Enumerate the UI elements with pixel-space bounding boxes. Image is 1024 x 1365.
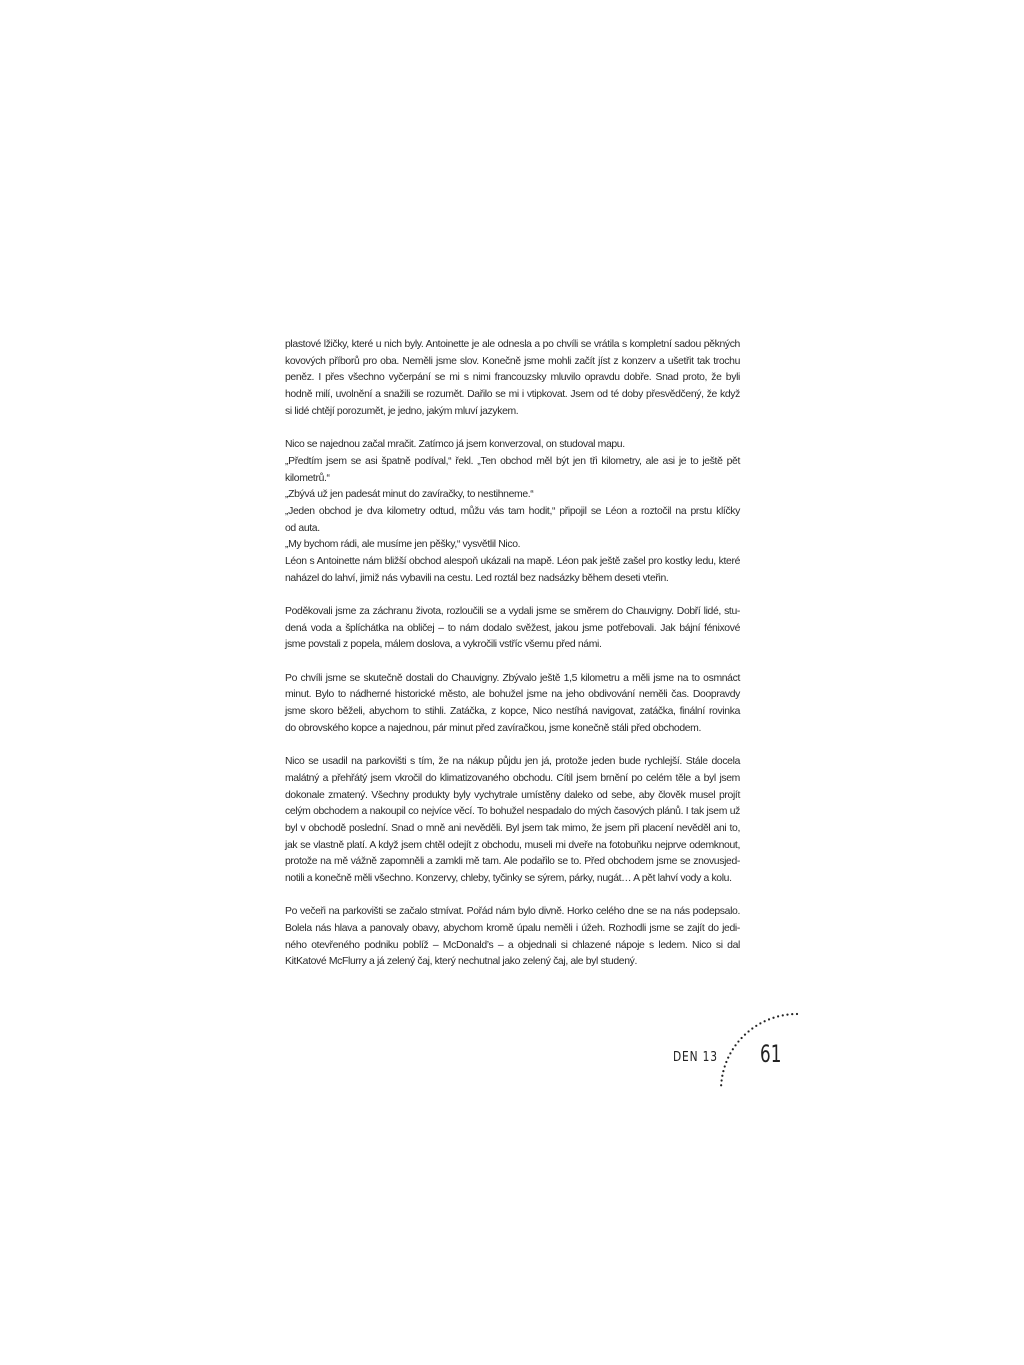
text-line: „Předtím jsem se asi špatně podíval,“ řekl. „Ten obchod měl být jen tři kilometry, ale asi je to ještě pět: [285, 455, 740, 467]
text-line: protože na mě vážně zapomněli a zamkli mě tam. Ale podařilo se to. Před obchodem jsme se znovusjed-: [285, 856, 740, 868]
paragraph: [285, 437, 740, 587]
dotted-arc-ornament: [715, 1008, 800, 1088]
arc-dot: [768, 1018, 770, 1020]
text-line: jak se vlastně platí. A když jsem chtěl odejít z obchodu, museli mi dveře na fotobuňku nejprve odemknout,: [285, 839, 740, 851]
text-line: Bolela nás hlava a panovaly obavy, abychom kromě úpalu neměli i úžeh. Rozhodli jsme se zajít do jedi-: [285, 923, 740, 935]
arc-dot: [729, 1052, 731, 1054]
text-line: naházel do lahví, jimiž nás vybavili na cestu. Led roztál bez nadsázky během deseti vteřin.: [285, 572, 669, 584]
text-line: Po večeři na parkovišti se začalo stmívat. Pořád nám bylo divně. Horko celého dne se na nás podepsalo.: [285, 906, 740, 918]
arc-dot: [720, 1084, 722, 1086]
text-line: ného otevřeného podniku poblíž – McDonald’s – a objednali si chlazené nápoje s ledem. Nico si dal: [285, 939, 740, 951]
arc-dot: [724, 1065, 726, 1067]
arc-dot: [755, 1025, 757, 1027]
page-number: 61: [760, 1040, 782, 1068]
text-line: peněz. I přes všechno vyčerpání se mi s nimi francouzsky mluvilo opravdu dobře. Snad proto, že byli: [285, 372, 740, 384]
chapter-folio: DEN 13: [673, 1050, 718, 1065]
text-line: kilometrů.“: [285, 472, 330, 484]
arc-dot: [722, 1070, 724, 1072]
arc-dot: [732, 1048, 734, 1050]
arc-dot: [782, 1014, 784, 1016]
text-line: „My bychom rádi, ale musíme jen pěšky,“ vysvětlil Nico.: [285, 539, 521, 551]
arc-dot: [751, 1027, 753, 1029]
text-line: „Jeden obchod je dva kilometry odtud, můžu vás tam hodit,“ připojil se Léon a roztočil na prstu klíčky: [285, 505, 740, 517]
paragraph: [285, 604, 740, 654]
text-line: malátný a přehřátý jsem vkročil do klimatizovaného obchodu. Cítil jsem brnění po celém těle a byl jsem: [285, 772, 740, 784]
body-text: [285, 337, 740, 988]
arc-dot: [737, 1040, 739, 1042]
text-line: dokonale zmatený. Všechny produkty byly vychytrale umístěny daleko od sebe, aby člověk musel projít: [285, 789, 740, 801]
arc-dot: [741, 1037, 743, 1039]
text-line: celým obchodem a nakoupil co nejvíce věcí. To bohužel nespadalo do mých časových plánů. I tak jsem už: [285, 806, 740, 818]
text-line: od auta.: [285, 522, 320, 534]
arc-dot: [772, 1017, 774, 1019]
text-line: Po chvíli jsme se skutečně dostali do Chauvigny. Zbývalo ještě 1,5 kilometru a měli jsme na to osmnáct: [285, 672, 740, 684]
text-line: Poděkovali jsme za záchranu života, rozloučili se a vydali jsme se směrem do Chauvigny. Dobří lidé, stu-: [285, 606, 740, 617]
arc-dot: [791, 1013, 793, 1015]
text-line: hodně milí, uvolnění a snažili se rozumět. Dařilo se mi i vtipkovat. Jsem od té doby přesvědčený, že když: [285, 389, 740, 401]
text-line: notili a konečně měli všechno. Konzervy, chleby, tyčinky se sýrem, párky, nugát… A pět lahví vody a kolu.: [285, 873, 732, 884]
text-line: byl v obchodě poslední. Snad o mně ani nevěděli. Byl jsem tak mimo, že jsem při placení nevěděl ani to,: [285, 822, 740, 834]
text-line: „Zbývá už jen padesát minut do zavíračky, to nestihneme.“: [285, 489, 534, 501]
text-line: Nico se usadil na parkovišti s tím, že na nákup půjdu jen já, protože jeden bude rychlejší. Stále docela: [285, 756, 740, 768]
arc-dot: [764, 1020, 766, 1022]
text-line: dená voda a šplíchátka na obličej – to nám dodalo svěžest, jakou jsme potřebovali. Jak bájní fénixové: [285, 622, 740, 634]
paragraph: [285, 754, 740, 888]
text-line: minut. Bylo to nádherné historické město, ale bohužel jsme na jeho obdivování neměli čas. Doopravdy: [285, 689, 740, 701]
arc-dot: [744, 1034, 746, 1036]
arc-dot: [759, 1022, 761, 1024]
arc-dot: [725, 1061, 727, 1063]
text-line: plastové lžičky, které u nich byly. Antoinette je ale odnesla a po chvíli se vrátila s kompletní sadou pěkných: [285, 339, 740, 350]
arc-dot: [721, 1075, 723, 1077]
arc-dot: [721, 1079, 723, 1081]
text-line: Nico se najednou začal mračit. Zatímco já jsem konverzoval, on studoval mapu.: [285, 439, 625, 451]
arc-dot: [734, 1044, 736, 1046]
arc-dot: [786, 1014, 788, 1016]
text-line: do obrovského kopce a najednou, pár minut před zavíračkou, jsme konečně stáli před obchodem.: [285, 722, 702, 734]
paragraph: [285, 904, 740, 971]
arc-dot: [727, 1057, 729, 1059]
paragraph: [285, 337, 740, 420]
text-line: kovových příborů pro oba. Neměli jsme slov. Konečně jsme mohli začít jíst z konzerv a ušetřit tak trochu: [285, 355, 740, 367]
text-line: jsme skoro běželi, abychom to stihli. Zatáčka, z kopce, Nico nestíhá navigovat, zatáčka, finální rovinka: [285, 706, 740, 718]
arc-dot: [777, 1015, 779, 1017]
text-line: KitKatové McFlurry a já zelený čaj, který nechutnal jako zelený čaj, ale byl studený.: [285, 956, 638, 968]
text-line: si lidé chtějí porozumět, je jedno, jakým mluví jazykem.: [285, 405, 519, 417]
arc-dot: [747, 1030, 749, 1032]
text-line: Léon s Antoinette nám bližší obchod alespoň ukázali na mapě. Léon pak ještě zašel pro kostky ledu, které: [285, 555, 740, 567]
paragraph: [285, 671, 740, 738]
arc-dot: [796, 1013, 798, 1015]
text-line: jsme povstali z popela, málem doslova, a vykročili vstříc všemu před námi.: [285, 639, 602, 651]
